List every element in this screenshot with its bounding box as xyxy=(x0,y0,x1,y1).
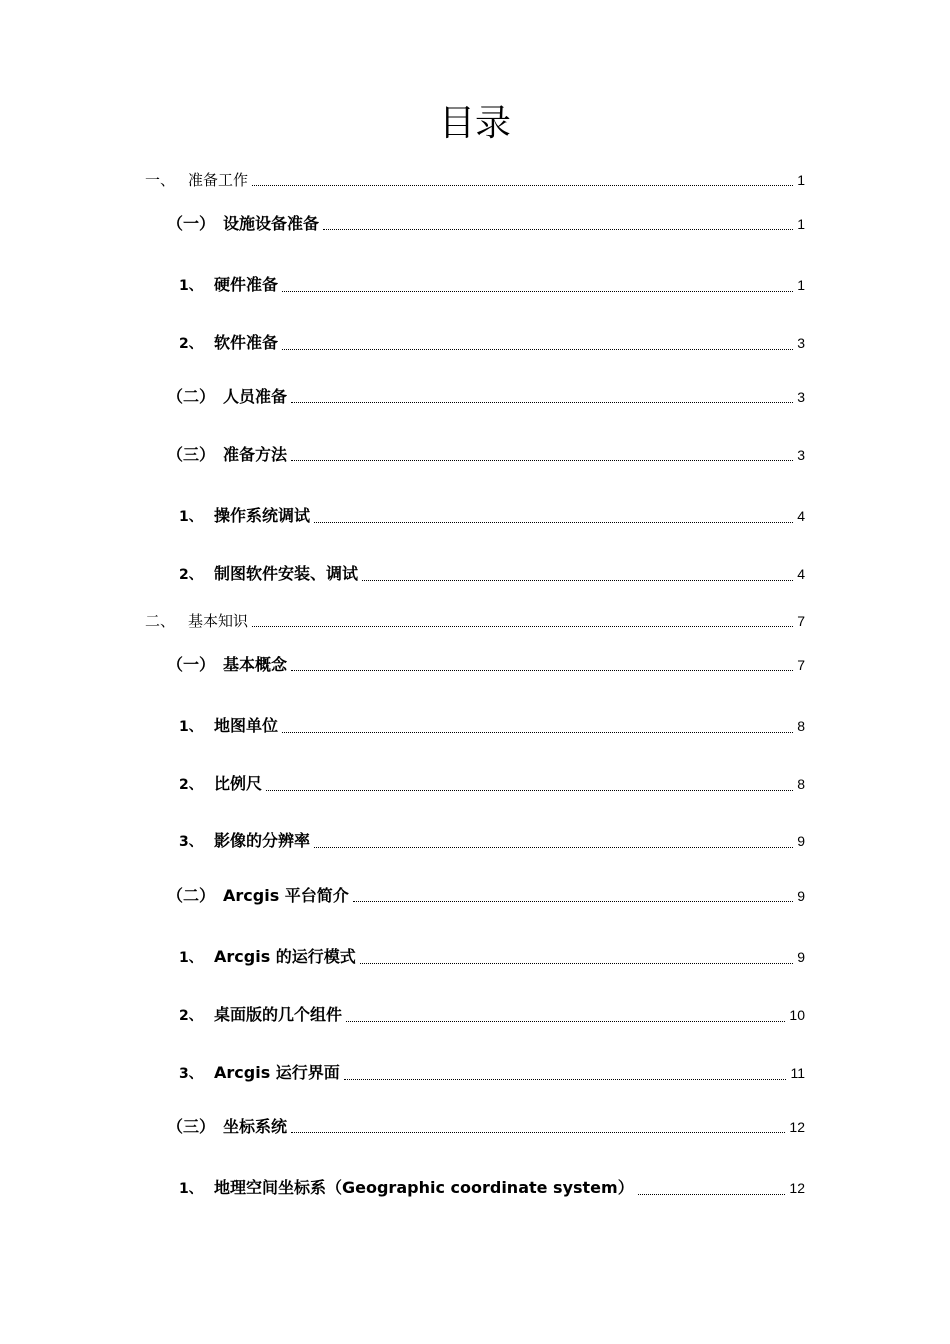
entry-page-number: 3 xyxy=(797,335,805,351)
entry-number: 2、 xyxy=(179,567,203,583)
entry-page-number: 9 xyxy=(797,888,805,904)
entry-text: 基本知识 xyxy=(188,612,249,630)
entry-number: （三） xyxy=(167,445,216,464)
entry-text: 准备方法 xyxy=(223,445,288,464)
entry-page-number: 9 xyxy=(797,949,805,965)
entry-number: 1、 xyxy=(179,1181,203,1197)
entry-page-number: 7 xyxy=(797,613,805,629)
entry-number: 2、 xyxy=(179,1008,203,1024)
entry-text: Arcgis 的运行模式 xyxy=(214,947,356,966)
entry-number: （一） xyxy=(167,214,216,233)
entry-text: Arcgis 运行界面 xyxy=(214,1063,340,1082)
entry-text: 制图软件安装、调试 xyxy=(214,564,359,583)
entry-text: 人员准备 xyxy=(223,387,288,406)
toc-entry-level3[interactable] xyxy=(179,946,805,969)
dot-leader xyxy=(282,349,793,350)
entry-page-number: 4 xyxy=(797,508,805,524)
entry-text: 设施设备准备 xyxy=(223,214,320,233)
dot-leader xyxy=(291,460,793,461)
entry-text: 准备工作 xyxy=(188,171,249,189)
entry-page-number: 4 xyxy=(797,566,805,582)
entry-page-number: 3 xyxy=(797,389,805,405)
entry-page-number: 8 xyxy=(797,776,805,792)
entry-number: 一、 xyxy=(145,171,176,189)
entry-page-number: 1 xyxy=(797,277,805,293)
entry-page-number: 8 xyxy=(797,718,805,734)
toc-entry-level2[interactable] xyxy=(167,654,805,676)
dot-leader xyxy=(314,847,793,848)
toc-entry-level3[interactable] xyxy=(179,773,805,796)
entry-text: 基本概念 xyxy=(223,655,288,674)
entry-text: 软件准备 xyxy=(214,333,279,352)
entry-page-number: 10 xyxy=(789,1007,805,1023)
toc-entry-level3[interactable] xyxy=(179,715,805,738)
entry-number: 2、 xyxy=(179,777,203,793)
entry-text: 桌面版的几个组件 xyxy=(214,1005,343,1024)
toc-entry-level2[interactable] xyxy=(167,885,805,907)
toc-entry-level3[interactable] xyxy=(179,332,805,355)
entry-number: 1、 xyxy=(179,719,203,735)
dot-leader xyxy=(314,522,793,523)
entry-number: （三） xyxy=(167,1117,216,1136)
entry-text: 地理空间坐标系（Geographic coordinate system） xyxy=(214,1178,634,1197)
toc-entry-level2[interactable] xyxy=(167,444,805,466)
entry-text: 硬件准备 xyxy=(214,275,279,294)
entry-number: 3、 xyxy=(179,834,203,850)
entry-number: （二） xyxy=(167,886,216,905)
toc-title: 目录 xyxy=(438,103,511,144)
entry-number: （一） xyxy=(167,655,216,674)
entry-page-number: 7 xyxy=(797,657,805,673)
entry-text: 地图单位 xyxy=(214,716,279,735)
entry-number: （二） xyxy=(167,387,216,406)
dot-leader xyxy=(282,732,793,733)
toc-entry-level1[interactable] xyxy=(145,610,805,632)
toc-entry-level2[interactable] xyxy=(167,213,805,235)
entry-page-number: 12 xyxy=(789,1119,805,1135)
entry-page-number: 1 xyxy=(797,172,805,188)
dot-leader xyxy=(353,901,793,902)
entry-number: 1、 xyxy=(179,950,203,966)
entry-page-number: 12 xyxy=(789,1180,805,1196)
toc-entry-level3[interactable] xyxy=(179,563,805,586)
dot-leader xyxy=(638,1194,786,1195)
entry-text: Arcgis 平台简介 xyxy=(223,886,349,905)
dot-leader xyxy=(282,291,793,292)
toc-entry-level3[interactable] xyxy=(179,1177,805,1200)
dot-leader xyxy=(252,626,793,627)
dot-leader xyxy=(291,402,793,403)
dot-leader xyxy=(323,229,793,230)
toc-entry-level3[interactable] xyxy=(179,1004,805,1027)
dot-leader xyxy=(346,1021,785,1022)
toc-entry-level3[interactable] xyxy=(179,505,805,528)
entry-page-number: 1 xyxy=(797,216,805,232)
entry-number: 3、 xyxy=(179,1066,203,1082)
toc-entry-level3[interactable] xyxy=(179,274,805,297)
dot-leader xyxy=(252,185,793,186)
dot-leader xyxy=(291,1132,785,1133)
dot-leader xyxy=(344,1079,787,1080)
dot-leader xyxy=(291,670,793,671)
toc-entry-level2[interactable] xyxy=(167,1116,805,1138)
entry-text: 操作系统调试 xyxy=(214,506,311,525)
entry-number: 1、 xyxy=(179,278,203,294)
entry-page-number: 11 xyxy=(790,1065,805,1081)
dot-leader xyxy=(266,790,793,791)
entry-number: 二、 xyxy=(145,612,176,630)
toc-entry-level3[interactable] xyxy=(179,1062,805,1085)
entry-page-number: 3 xyxy=(797,447,805,463)
entry-text: 影像的分辨率 xyxy=(214,831,311,850)
entry-page-number: 9 xyxy=(797,833,805,849)
entry-number: 1、 xyxy=(179,509,203,525)
toc-entry-level2[interactable] xyxy=(167,386,805,408)
entry-number: 2、 xyxy=(179,336,203,352)
dot-leader xyxy=(360,963,793,964)
toc-entry-level1[interactable] xyxy=(145,169,805,191)
dot-leader xyxy=(362,580,793,581)
toc-entry-level3[interactable] xyxy=(179,830,805,853)
entry-text: 坐标系统 xyxy=(223,1117,288,1136)
entry-text: 比例尺 xyxy=(214,774,263,793)
